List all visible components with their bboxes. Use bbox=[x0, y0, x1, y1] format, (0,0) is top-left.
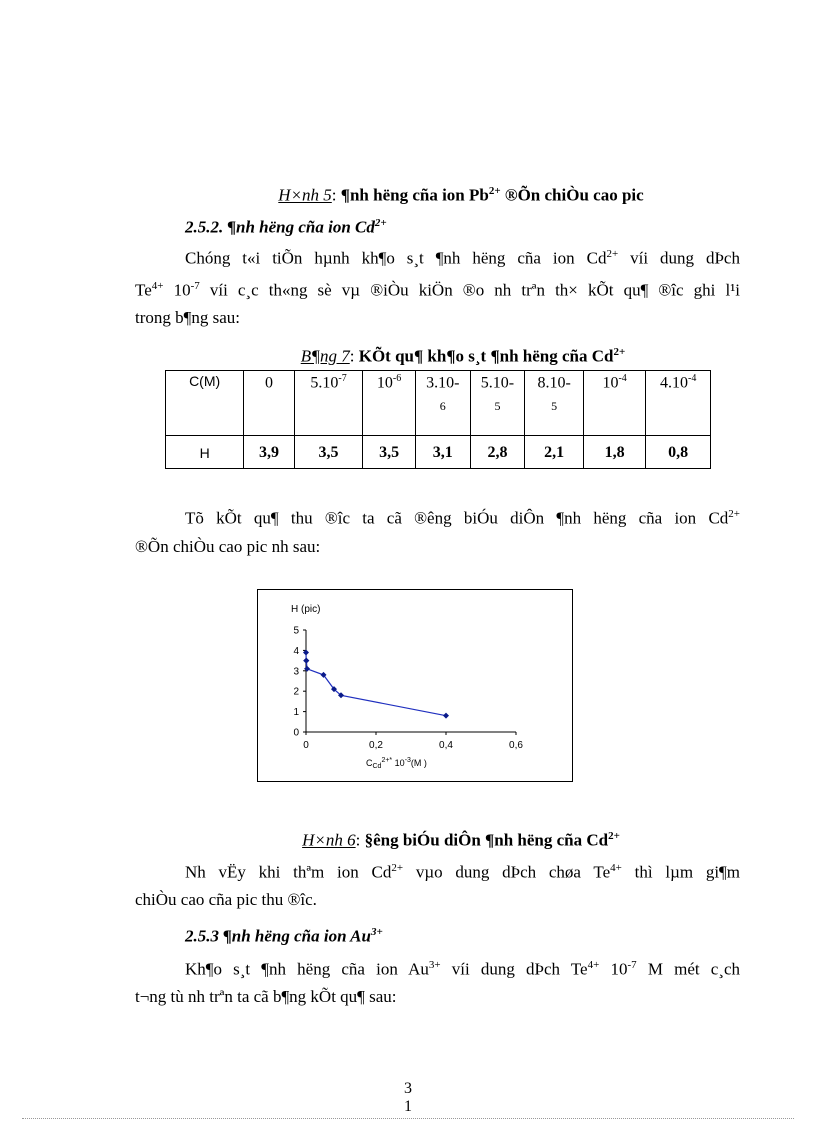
y-tick-label: 4 bbox=[293, 645, 299, 657]
chart-frame bbox=[257, 589, 573, 782]
y-tick-label: 2 bbox=[293, 686, 299, 698]
figure6-label: H×nh 6 bbox=[302, 830, 356, 850]
paragraph-3-line-2: chiÒu cao cña pic thu ®îc. bbox=[135, 890, 317, 909]
row-label-concentration: C(M) bbox=[166, 371, 244, 436]
conc-cell: 0 bbox=[244, 371, 295, 436]
y-tick-label: 1 bbox=[293, 707, 299, 719]
conc-cell: $10^{-4}$ bbox=[583, 371, 645, 436]
paragraph-1-line-2: $Te^{4+}$ $10^{-7}$ víi c¸c th«ng sè vµ ®iÒu kiÖn ®o nh trªn th× kÕt qu¶ ®îc ghi l¹i bbox=[135, 280, 741, 300]
paragraph-1-line-1: Chóng t«i tiÕn hµnh kh¶o s¸t ¶nh hëng cña ion $Cd^{2+}$ víi dung dÞch bbox=[185, 248, 740, 268]
paragraph-4-line-1: Kh¶o s¸t ¶nh hëng cña ion $Au^{3+}$ víi dung dÞch $Te^{4+}$ $10^{-7}$ M mét c¸ch bbox=[185, 959, 741, 979]
figure6-caption: H×nh 6: §êng biÓu diÔn ¶nh hëng cña $Cd^{2+}$ bbox=[302, 830, 620, 850]
height-cell: 2,8 bbox=[470, 436, 525, 469]
y-axis-label: H (pic) bbox=[291, 604, 321, 615]
conc-cell: 3.10- 6 bbox=[415, 371, 470, 436]
page-number-line-1: 3 bbox=[404, 1080, 412, 1097]
data-point bbox=[303, 658, 309, 664]
figure5-label: H×nh 5 bbox=[278, 185, 332, 205]
x-tick-label: 0,2 bbox=[369, 740, 383, 751]
conc-cell: $5.10^{-7}$ bbox=[294, 371, 363, 436]
height-cell: 3,5 bbox=[294, 436, 363, 469]
data-point bbox=[443, 713, 449, 719]
x-tick-label: 0,6 bbox=[509, 740, 523, 751]
section-heading-2-5-2: 2.5.2. ¶nh hëng cña ion $Cd^{2+}$ bbox=[185, 217, 387, 237]
conc-cell: $4.10^{-4}$ bbox=[646, 371, 711, 436]
paragraph-2-line-1: Tõ kÕt qu¶ thu ®îc ta cã ®êng biÓu diÔn ¶nh hëng cña ion $Cd^{2+}$ bbox=[185, 508, 740, 528]
row-label-height: H bbox=[166, 436, 244, 469]
chart-svg bbox=[258, 590, 572, 781]
y-tick-label: 0 bbox=[293, 727, 299, 739]
paragraph-3-line-1: Nh vËy khi thªm ion $Cd^{2+}$ vµo dung dÞch chøa $Te^{4+}$ thì lµm gi¶m bbox=[185, 862, 740, 882]
section-heading-2-5-3: 2.5.3 ¶nh hëng cña ion $Au^{3+}$ bbox=[185, 926, 383, 946]
page-number-line-2: 1 bbox=[404, 1098, 412, 1115]
height-cell: 3,1 bbox=[415, 436, 470, 469]
results-table bbox=[165, 370, 711, 469]
x-tick-label: 0,4 bbox=[439, 740, 453, 751]
conc-cell: $10^{-6}$ bbox=[363, 371, 416, 436]
paragraph-4-line-2: t¬ng tù nh trªn ta cã b¶ng kÕt qu¶ sau: bbox=[135, 987, 397, 1006]
figure5-caption: H×nh 5: ¶nh hëng cña ion $Pb^{2+}$ ®Õn chiÒu cao pic bbox=[278, 185, 644, 205]
series-line bbox=[306, 652, 446, 715]
conc-cell: 8.10- 5 bbox=[525, 371, 584, 436]
x-tick-label: 0 bbox=[303, 740, 309, 751]
height-cell: 3,5 bbox=[363, 436, 416, 469]
height-cell: 2,1 bbox=[525, 436, 584, 469]
height-cell: 1,8 bbox=[583, 436, 645, 469]
y-tick-label: 3 bbox=[293, 666, 299, 678]
table7-caption: B¶ng 7: KÕt qu¶ kh¶o s¸t ¶nh hëng cña $Cd^{2+}$ bbox=[300, 346, 626, 366]
table7-label: B¶ng 7 bbox=[300, 346, 350, 366]
paragraph-1-line-3: trong b¶ng sau: bbox=[135, 308, 240, 327]
x-axis-label: $C_{Cd}^{2+*}$ $10^{-3}(M$ ) bbox=[366, 757, 427, 770]
table-row-concentration bbox=[166, 371, 711, 436]
table-row-height bbox=[166, 436, 711, 469]
height-cell: 0,8 bbox=[646, 436, 711, 469]
height-cell: 3,9 bbox=[244, 436, 295, 469]
paragraph-2-line-2: ®Õn chiÒu cao pic nh sau: bbox=[135, 537, 321, 556]
conc-cell: 5.10- 5 bbox=[470, 371, 525, 436]
footer-divider bbox=[22, 1118, 794, 1119]
y-tick-label: 5 bbox=[293, 625, 299, 637]
